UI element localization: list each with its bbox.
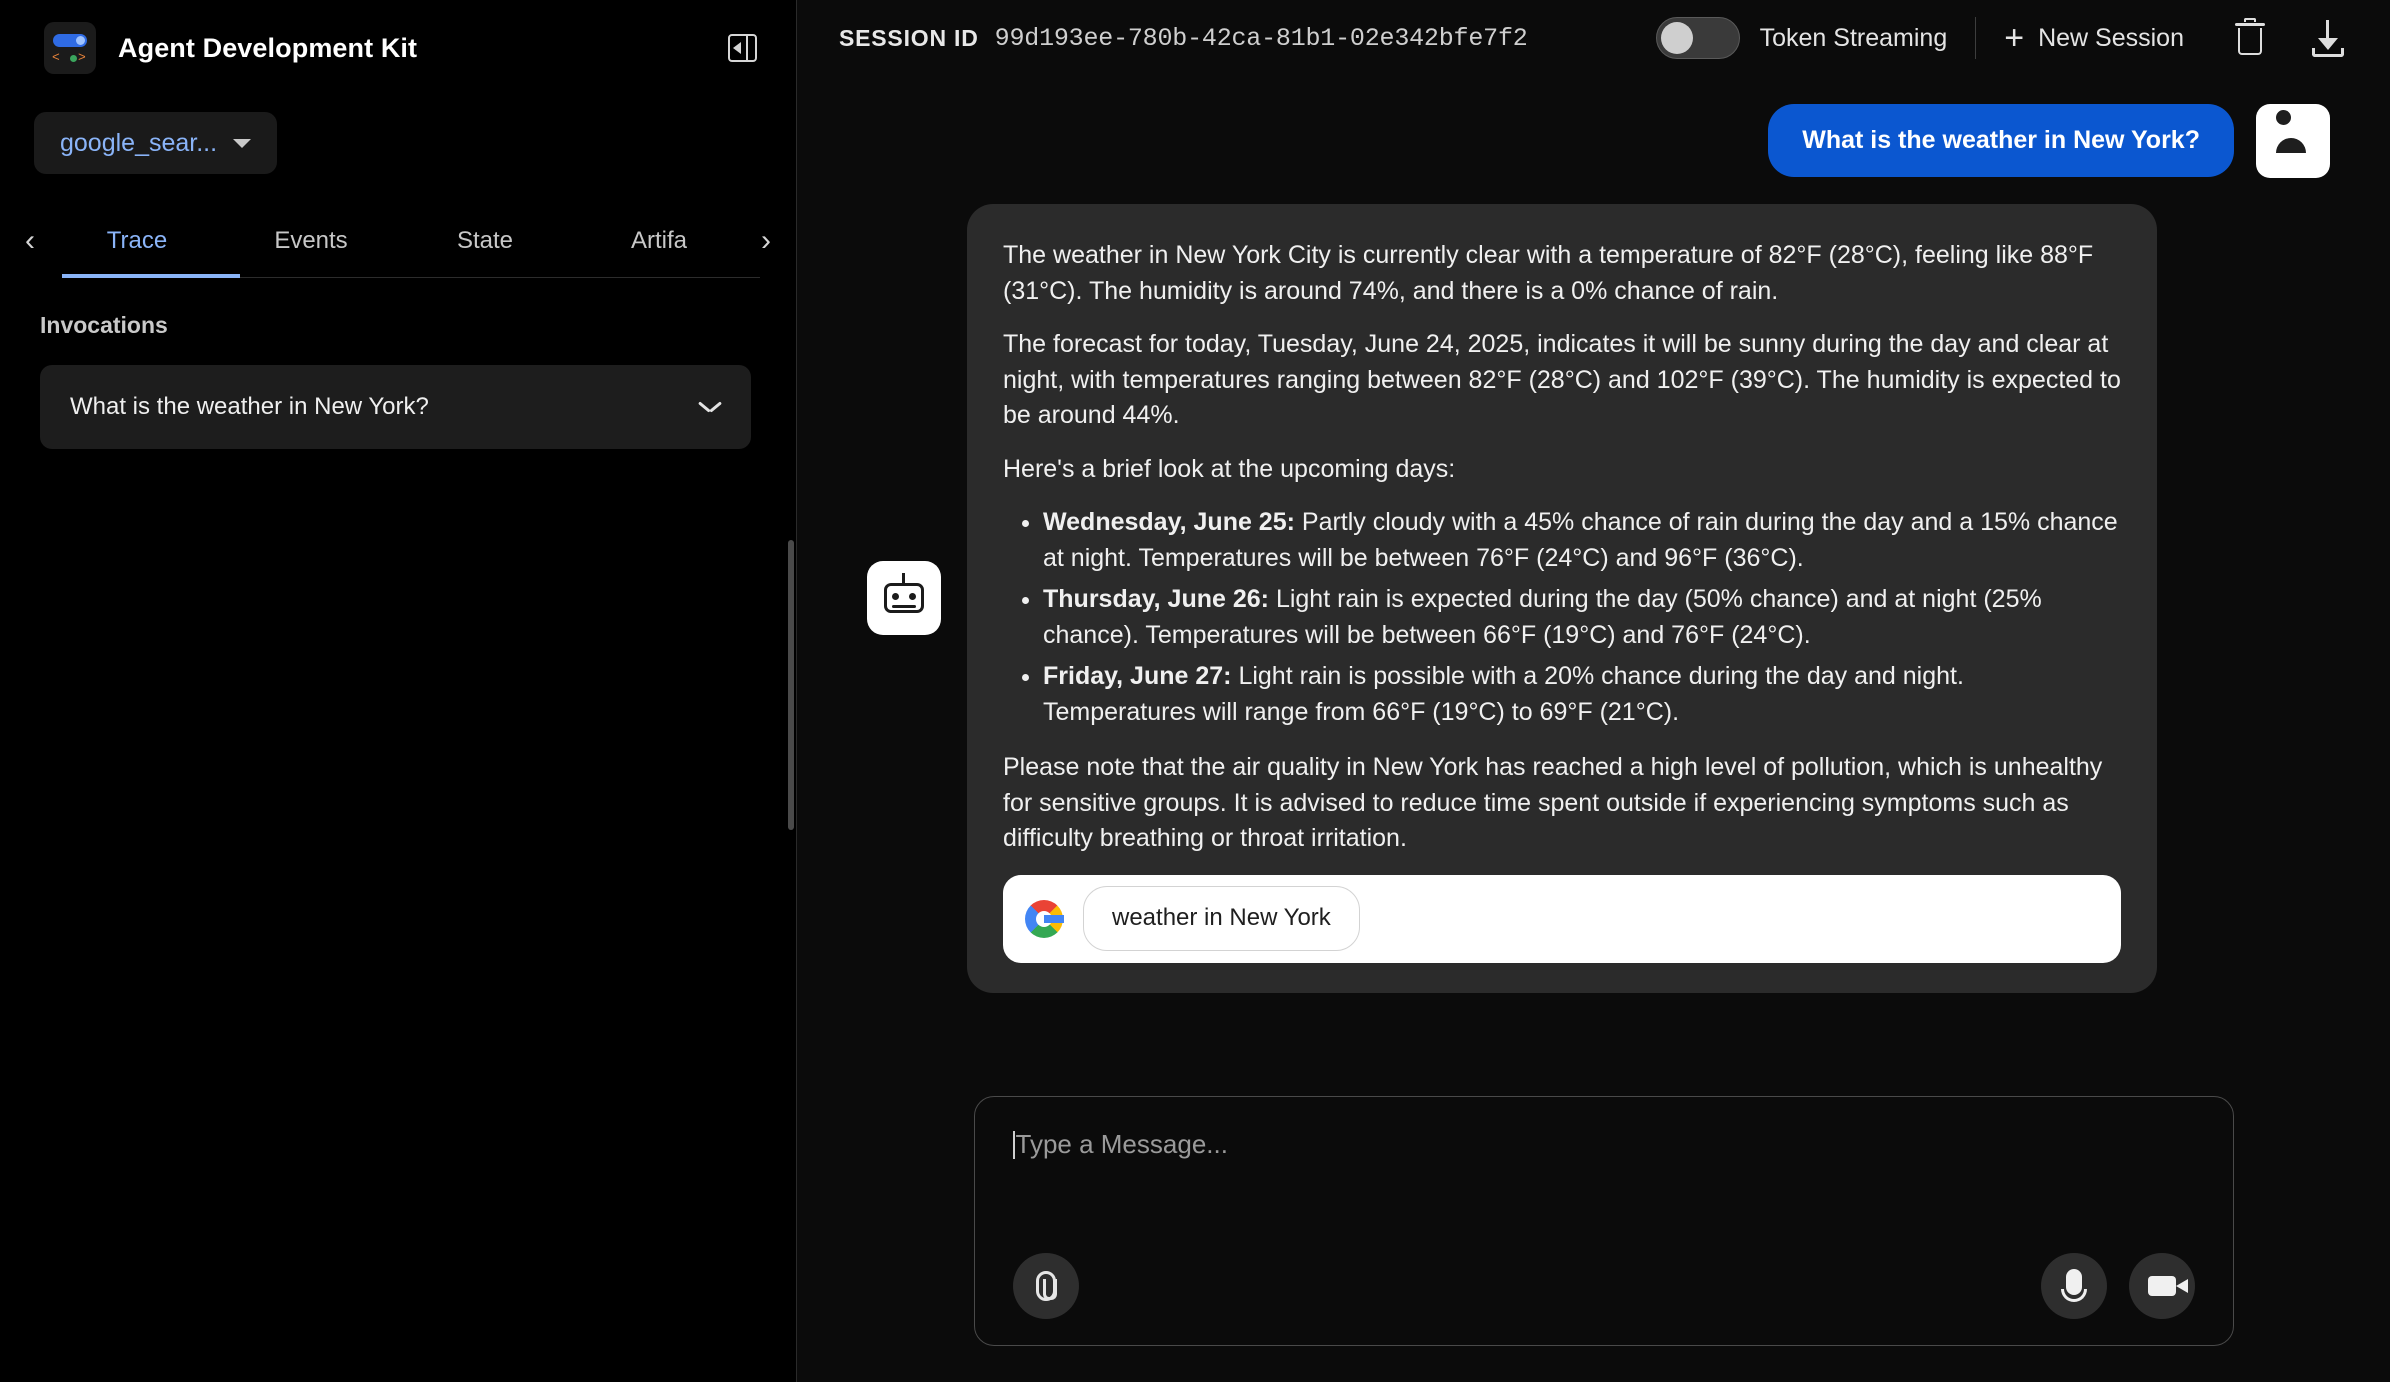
app-selector-value: google_sear...: [60, 128, 218, 157]
composer-actions: [1013, 1253, 2195, 1319]
tab-artifacts[interactable]: Artifa: [630, 227, 687, 254]
bot-paragraph-3: Here's a brief look at the upcoming days:: [1003, 454, 1456, 483]
topbar-actions: [1656, 16, 2350, 60]
search-suggestion-bar: [1003, 875, 2121, 963]
adk-logo-icon: < >: [44, 22, 96, 74]
forecast-text: Light rain is possible with a 20% chance during the day and night. Temperatures will range from 66°F (19°C) to 69°F (21°C).: [1043, 662, 1964, 726]
microphone-button[interactable]: [2041, 1253, 2107, 1319]
token-streaming-label: Token Streaming: [1759, 23, 1948, 52]
token-streaming-toggle[interactable]: [1656, 17, 1740, 59]
page-title: Agent Development Kit: [118, 32, 418, 63]
list-item: [1043, 505, 2121, 576]
chevron-right-icon[interactable]: ›: [761, 224, 771, 257]
session-id-value: 99d193ee-780b-42ca-81b1-02e342bfe7f2: [994, 23, 1528, 53]
video-button[interactable]: [2129, 1253, 2195, 1319]
chevron-down-icon[interactable]: [699, 401, 721, 413]
sidebar-scrollbar[interactable]: [788, 540, 794, 830]
sidebar-header: [0, 0, 796, 96]
list-item[interactable]: [40, 365, 751, 449]
bot-paragraph-1: The weather in New York City is currently clear with a temperature of 82°F (28°C), feeling like 88°F (31°C). The humidity is around 74%, and there is a 0% chance of rain.: [1003, 241, 2094, 305]
forecast-text: Partly cloudy with a 45% chance of rain during the day and a 15% chance at night. Temperatures will be between 76°F (24°C) and 96°F (36°C).: [1043, 508, 2118, 572]
collapse-panel-icon[interactable]: [726, 31, 760, 65]
paperclip-icon: [1036, 1271, 1056, 1301]
bot-message-bubble: [967, 204, 2157, 993]
new-session-button[interactable]: New Session: [2038, 23, 2184, 52]
composer-area: [797, 1072, 2390, 1382]
tab-state[interactable]: State: [456, 227, 514, 254]
video-camera-icon: [2148, 1276, 2176, 1296]
plus-icon[interactable]: +: [2004, 19, 2025, 57]
forecast-text: Light rain is expected during the day (50% chance) and at night (25% chance). Temperatures will be between 66°F (19°C) and 76°F (24°C).: [1043, 585, 2042, 649]
chevron-left-icon[interactable]: ‹: [25, 224, 35, 257]
message-placeholder: Type a Message...: [1015, 1129, 1228, 1159]
trash-icon[interactable]: [2228, 16, 2272, 60]
forecast-day: Friday, June 27:: [1043, 662, 1232, 690]
sidebar-tabs: [0, 204, 796, 278]
forecast-list: [1043, 505, 2121, 730]
invocation-label: What is the weather in New York?: [70, 393, 429, 420]
sidebar: [0, 0, 797, 1382]
tab-trace[interactable]: Trace: [106, 227, 168, 254]
user-message-row: [867, 104, 2330, 178]
chat-thread: [797, 76, 2390, 1072]
search-query-chip[interactable]: weather in New York: [1083, 886, 1360, 950]
tab-events[interactable]: Events: [274, 227, 348, 254]
message-input[interactable]: [1013, 1129, 2195, 1160]
tab-active-indicator: [62, 274, 240, 278]
forecast-day: Thursday, June 26:: [1043, 585, 1269, 613]
download-icon[interactable]: [2306, 16, 2350, 60]
google-logo-icon: [1025, 900, 1063, 938]
divider: [1975, 17, 1976, 59]
robot-avatar-icon: [867, 561, 941, 635]
user-avatar-icon: [2256, 104, 2330, 178]
chevron-down-icon: [233, 139, 251, 148]
attach-button[interactable]: [1013, 1253, 1079, 1319]
list-item: [1043, 582, 2121, 653]
app-selector[interactable]: [34, 112, 277, 174]
bot-message-row: [867, 204, 2330, 993]
forecast-day: Wednesday, June 25:: [1043, 508, 1295, 536]
list-item: [1043, 659, 2121, 730]
user-message-bubble: What is the weather in New York?: [1768, 104, 2234, 177]
session-id-label: SESSION ID: [839, 24, 979, 51]
text-caret: [1013, 1131, 1015, 1159]
invocations-heading: Invocations: [40, 312, 168, 338]
tab-list: [50, 204, 746, 278]
topbar: [797, 0, 2390, 76]
message-composer[interactable]: [974, 1096, 2234, 1346]
bot-paragraph-2: The forecast for today, Tuesday, June 24, 2025, indicates it will be sunny during the day and clear at night, with temperatures ranging between 82°F (28°C) and 102°F (39°C). The humidity is expected to be around 44%.: [1003, 330, 2121, 429]
main-panel: [797, 0, 2390, 1382]
bot-paragraph-4: Please note that the air quality in New York has reached a high level of pollution, which is unhealthy for sensitive groups. It is advised to reduce time spent outside if experiencing symptoms such as difficulty breathing or throat irritation.: [1003, 753, 2103, 852]
